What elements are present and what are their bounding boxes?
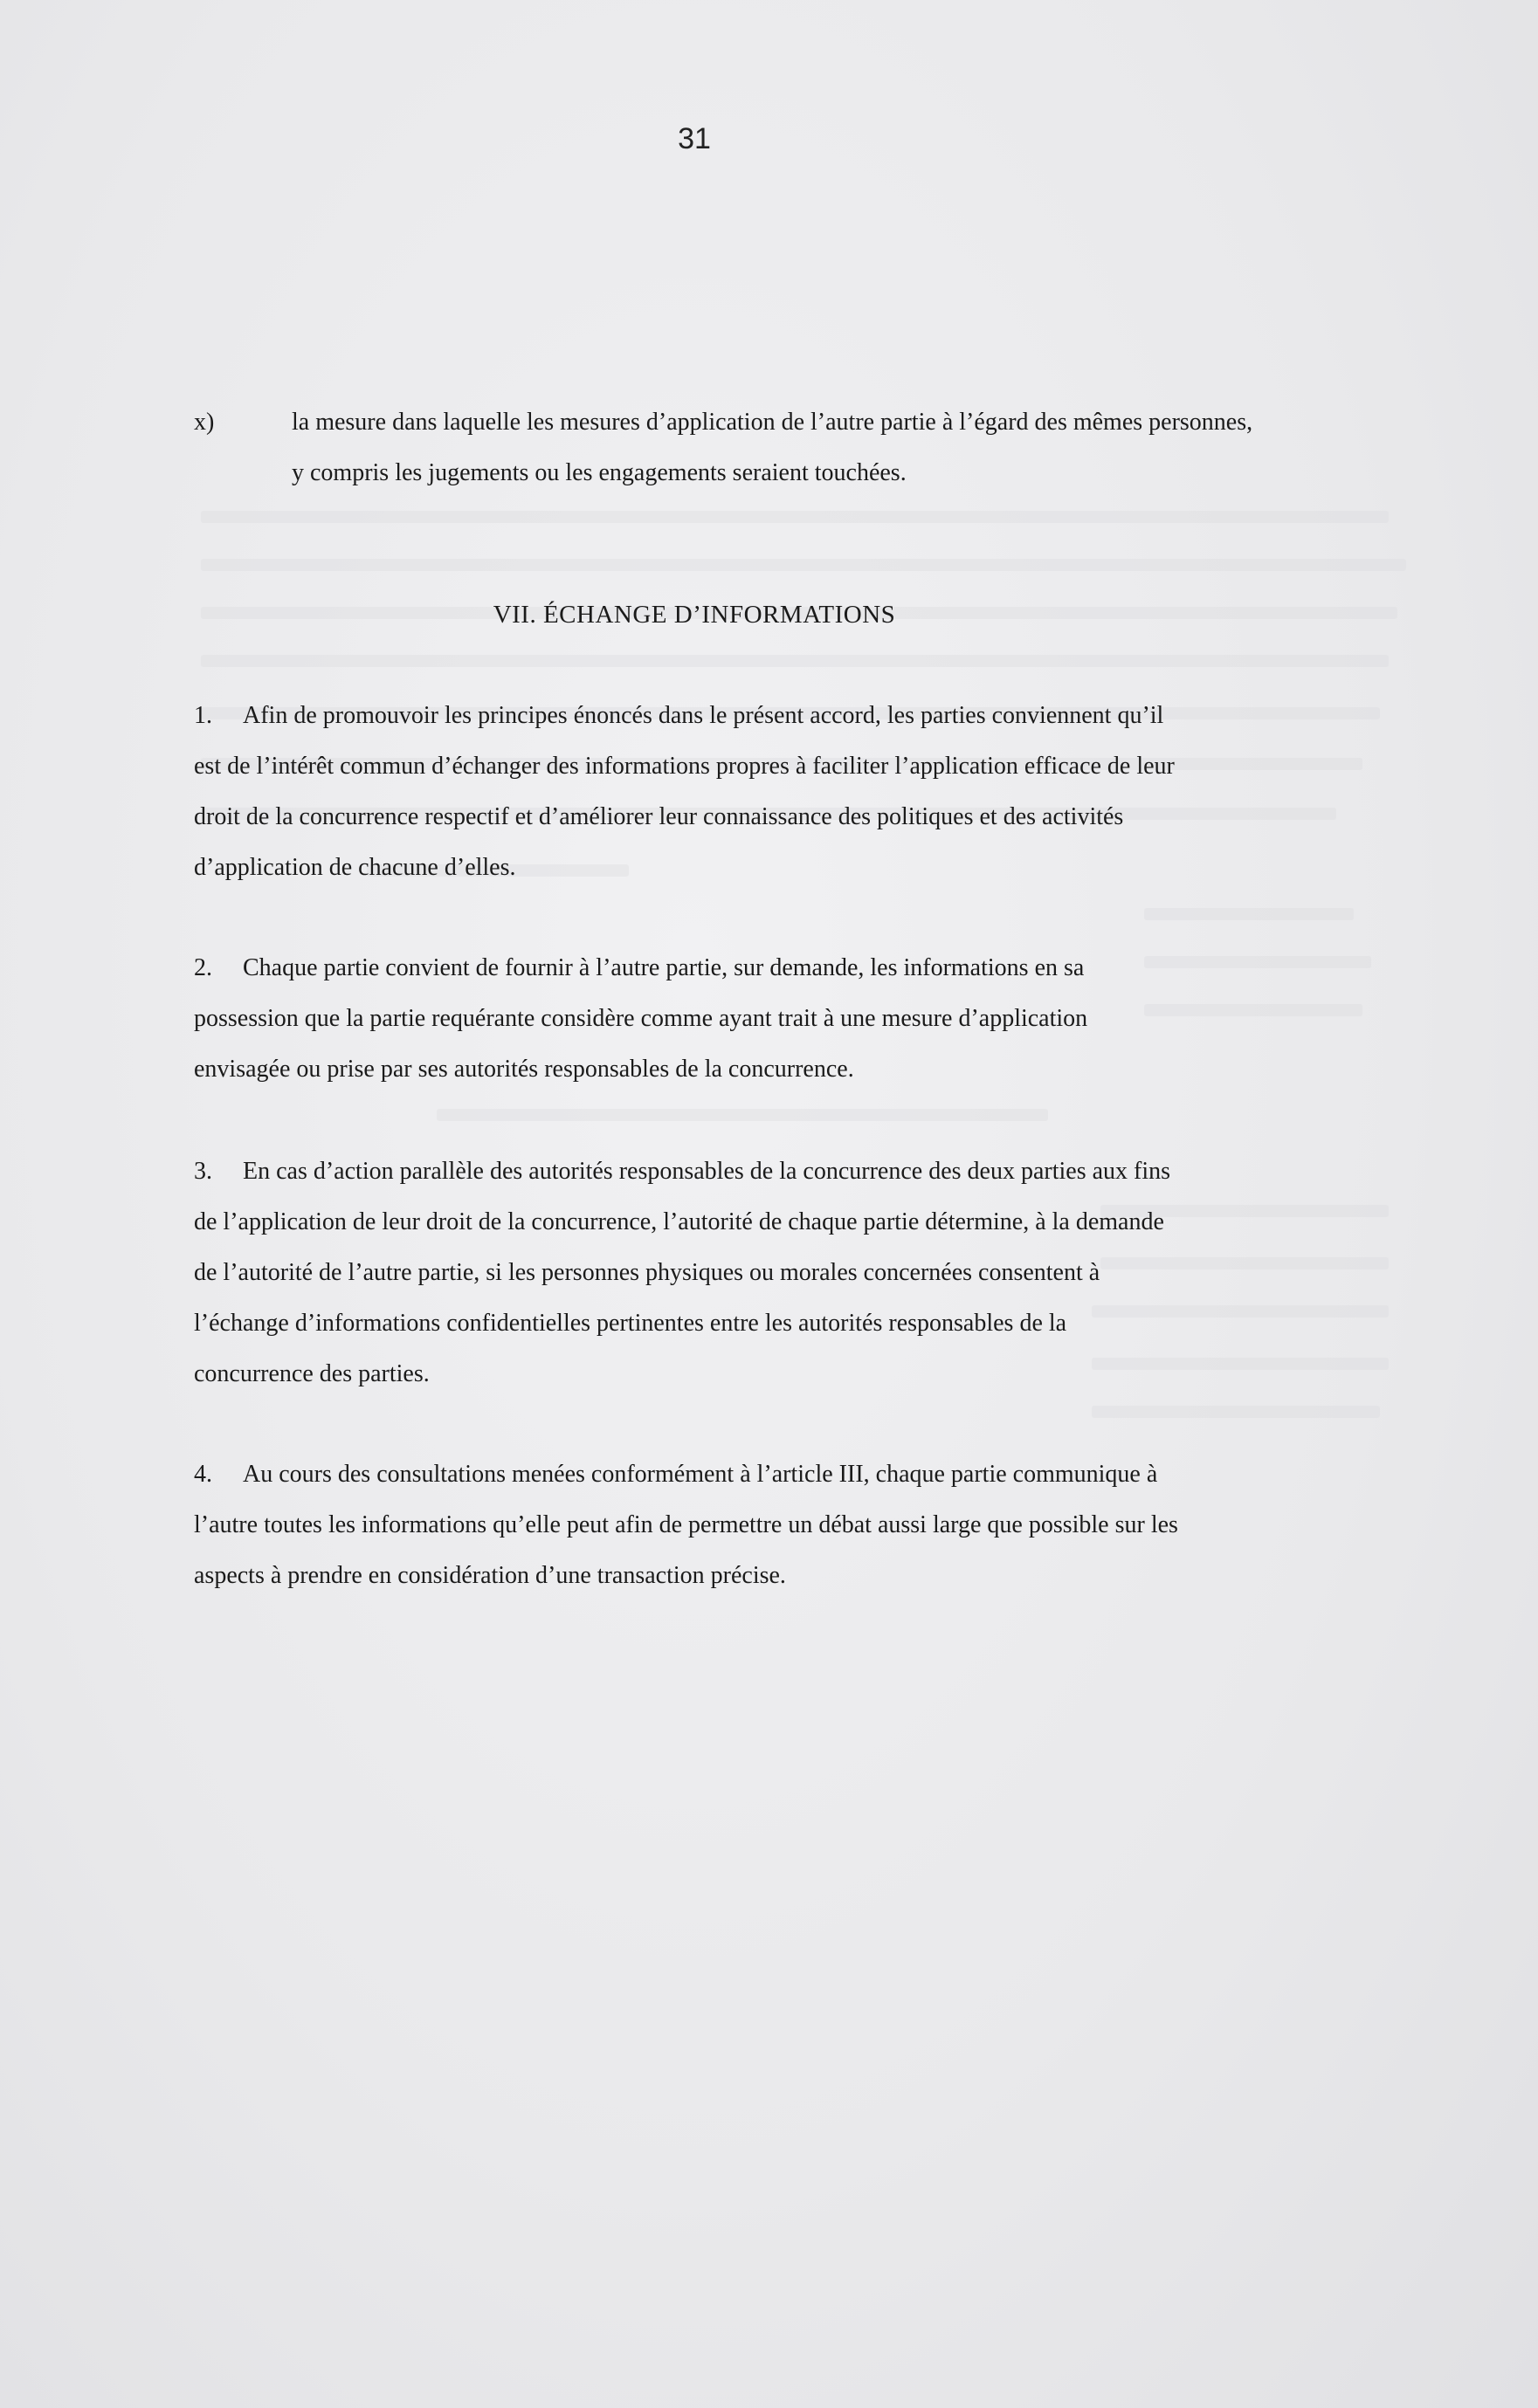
paragraph-text: Afin de promouvoir les principes énoncés dans le présent accord, les parties conviennent qu’il est de l’intérêt commun d’échanger des informations propres à faciliter l’application efficace de leur droit de la concurrence respectif et d’améliorer leur connaissance des politiques et des activités d’application de chacune d’elles. — [194, 702, 1175, 881]
list-item-text: la mesure dans laquelle les mesures d’application de l’autre partie à l’égard des mêmes personnes, y compris les jugements ou les engagements seraient touchées. — [292, 409, 1253, 486]
paragraph-text: En cas d’action parallèle des autorités responsables de la concurrence des deux parties aux fins de l’application de leur droit de la concurrence, l’autorité de chaque partie détermine, à la demande de l’autorité de l’autre partie, si les personnes physiques ou morales concernées consentent à l’échange d’informations confidentielles pertinentes entre les autorités responsables de la concurrence des parties. — [194, 1158, 1171, 1387]
list-item-x — [194, 397, 1259, 499]
paragraph-4 — [194, 1449, 1190, 1601]
paragraph-number: 2. — [194, 954, 212, 981]
list-item-marker: x) — [194, 409, 215, 436]
paragraph-text: Au cours des consultations menées conformément à l’article III, chaque partie communique à l’autre toutes les informations qu’elle peut afin de permettre un débat aussi large que possible sur les aspects à prendre en considération d’une transaction précise. — [194, 1461, 1178, 1589]
paragraph-1 — [194, 691, 1190, 893]
paragraph-2 — [194, 943, 1190, 1095]
paragraph-number: 3. — [194, 1158, 212, 1185]
paragraph-number: 1. — [194, 702, 212, 729]
page-number: 31 — [678, 122, 711, 155]
section-heading: VII. ÉCHANGE D’INFORMATIONS — [493, 601, 896, 629]
paragraph-text: Chaque partie convient de fournir à l’autre partie, sur demande, les informations en sa possession que la partie requérante considère comme ayant trait à une mesure d’application envisagée ou prise par ses autorités responsables de la concurrence. — [194, 954, 1088, 1083]
paragraph-number: 4. — [194, 1461, 212, 1488]
paragraph-3 — [194, 1146, 1190, 1400]
